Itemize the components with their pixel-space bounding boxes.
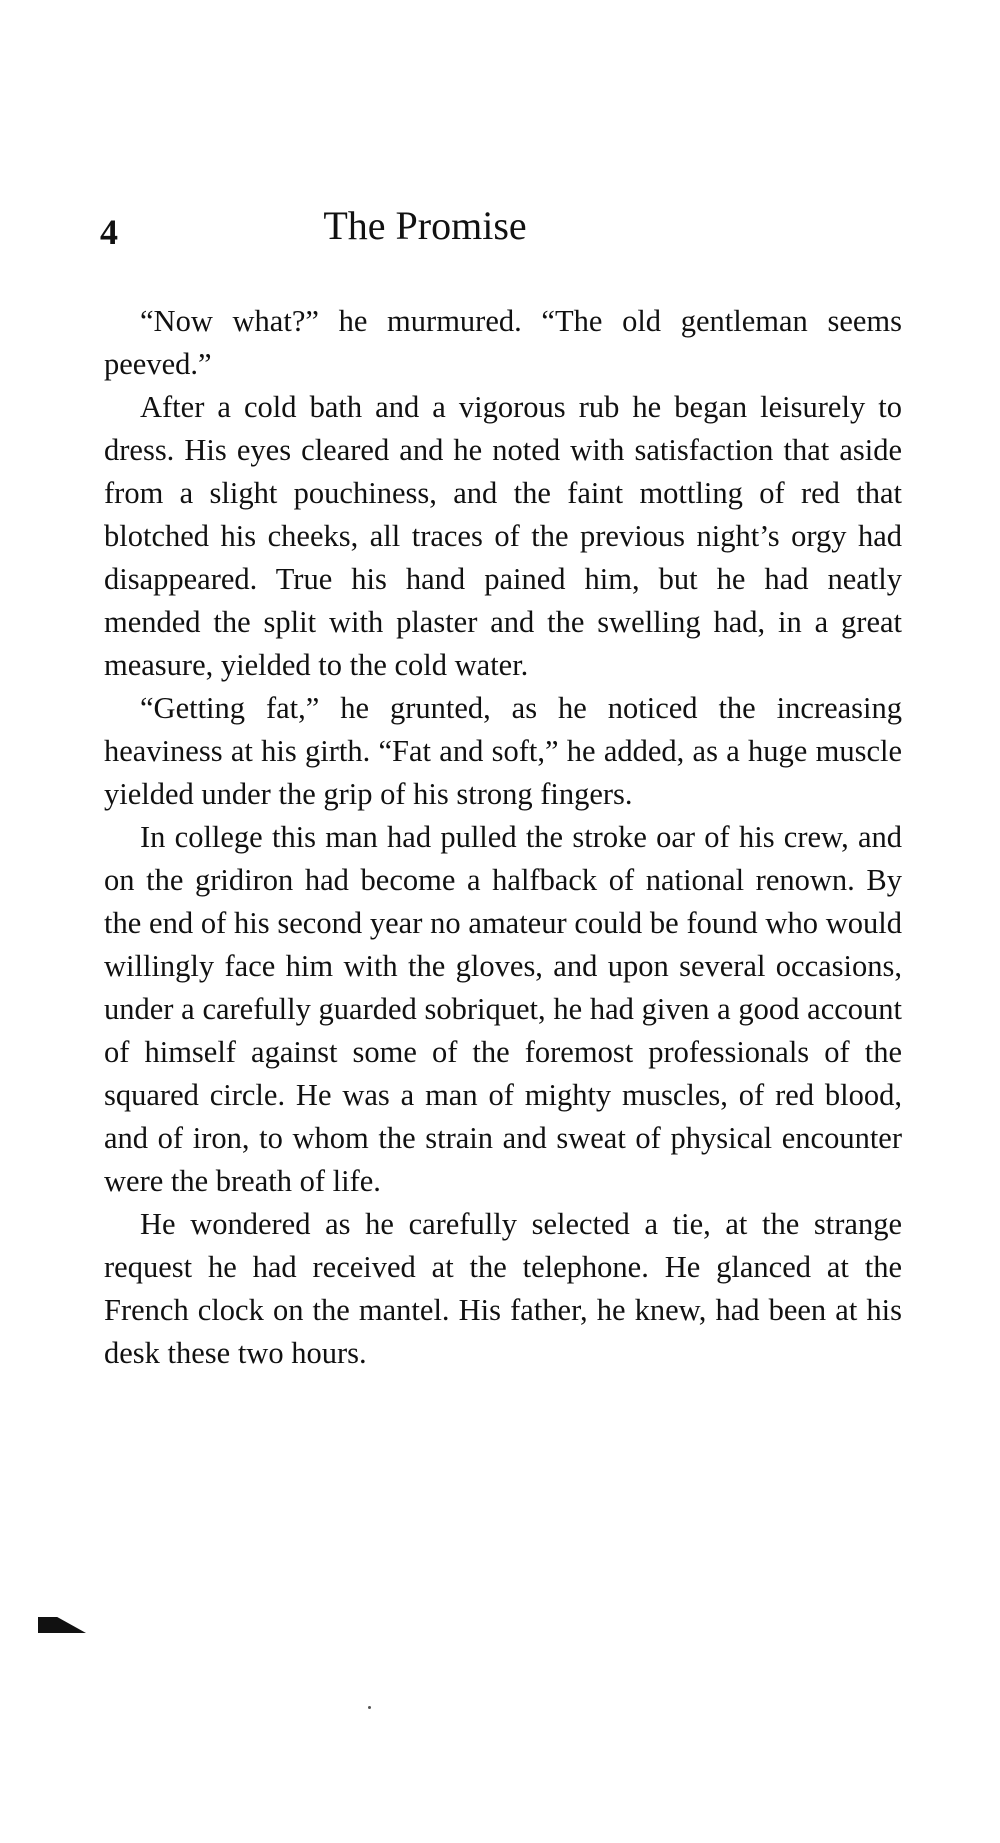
- paragraph: “Getting fat,” he grunted, as he noticed the increasing heaviness at his girth. “Fat and soft,” he added, as a huge muscle yielded under the grip of his strong fingers.: [104, 691, 902, 811]
- page-header: [100, 203, 900, 266]
- paragraph: He wondered as he carefully selected a tie, at the strange request he had received at the telephone. He glanced at the French clock on the mantel. His father, he knew, had been at his desk these two hours.: [104, 1207, 902, 1370]
- paragraph: In college this man had pulled the stroke oar of his crew, and on the gridiron had become a halfback of national renown. By the end of his second year no amateur could be found who would willingly face him with the gloves, and upon several occasions, under a carefully guarded sobriquet, he had given a good account of himself against some of the foremost professionals of the squared circle. He was a man of mighty muscles, of red blood, and of iron, to whom the strain and sweat of physical encounter were the breath of life.: [104, 820, 902, 1198]
- page-number: 4: [100, 212, 118, 252]
- running-title: The Promise: [323, 203, 527, 248]
- paragraph: After a cold bath and a vigorous rub he began leisurely to dress. His eyes cleared and he noted with satisfaction that aside from a slight pouchiness, and the faint mottling of red that blotched his cheeks, all traces of the previous night’s orgy had disappeared. True his hand pained him, but he had neatly mended the split with plaster and the swelling had, in a great measure, yielded to the cold water.: [104, 390, 902, 682]
- paragraph: “Now what?” he murmured. “The old gentleman seems peeved.”: [104, 304, 902, 381]
- body-text: [104, 300, 902, 1375]
- print-speck: [368, 1706, 371, 1709]
- pointing-wedge-icon: [38, 1617, 86, 1633]
